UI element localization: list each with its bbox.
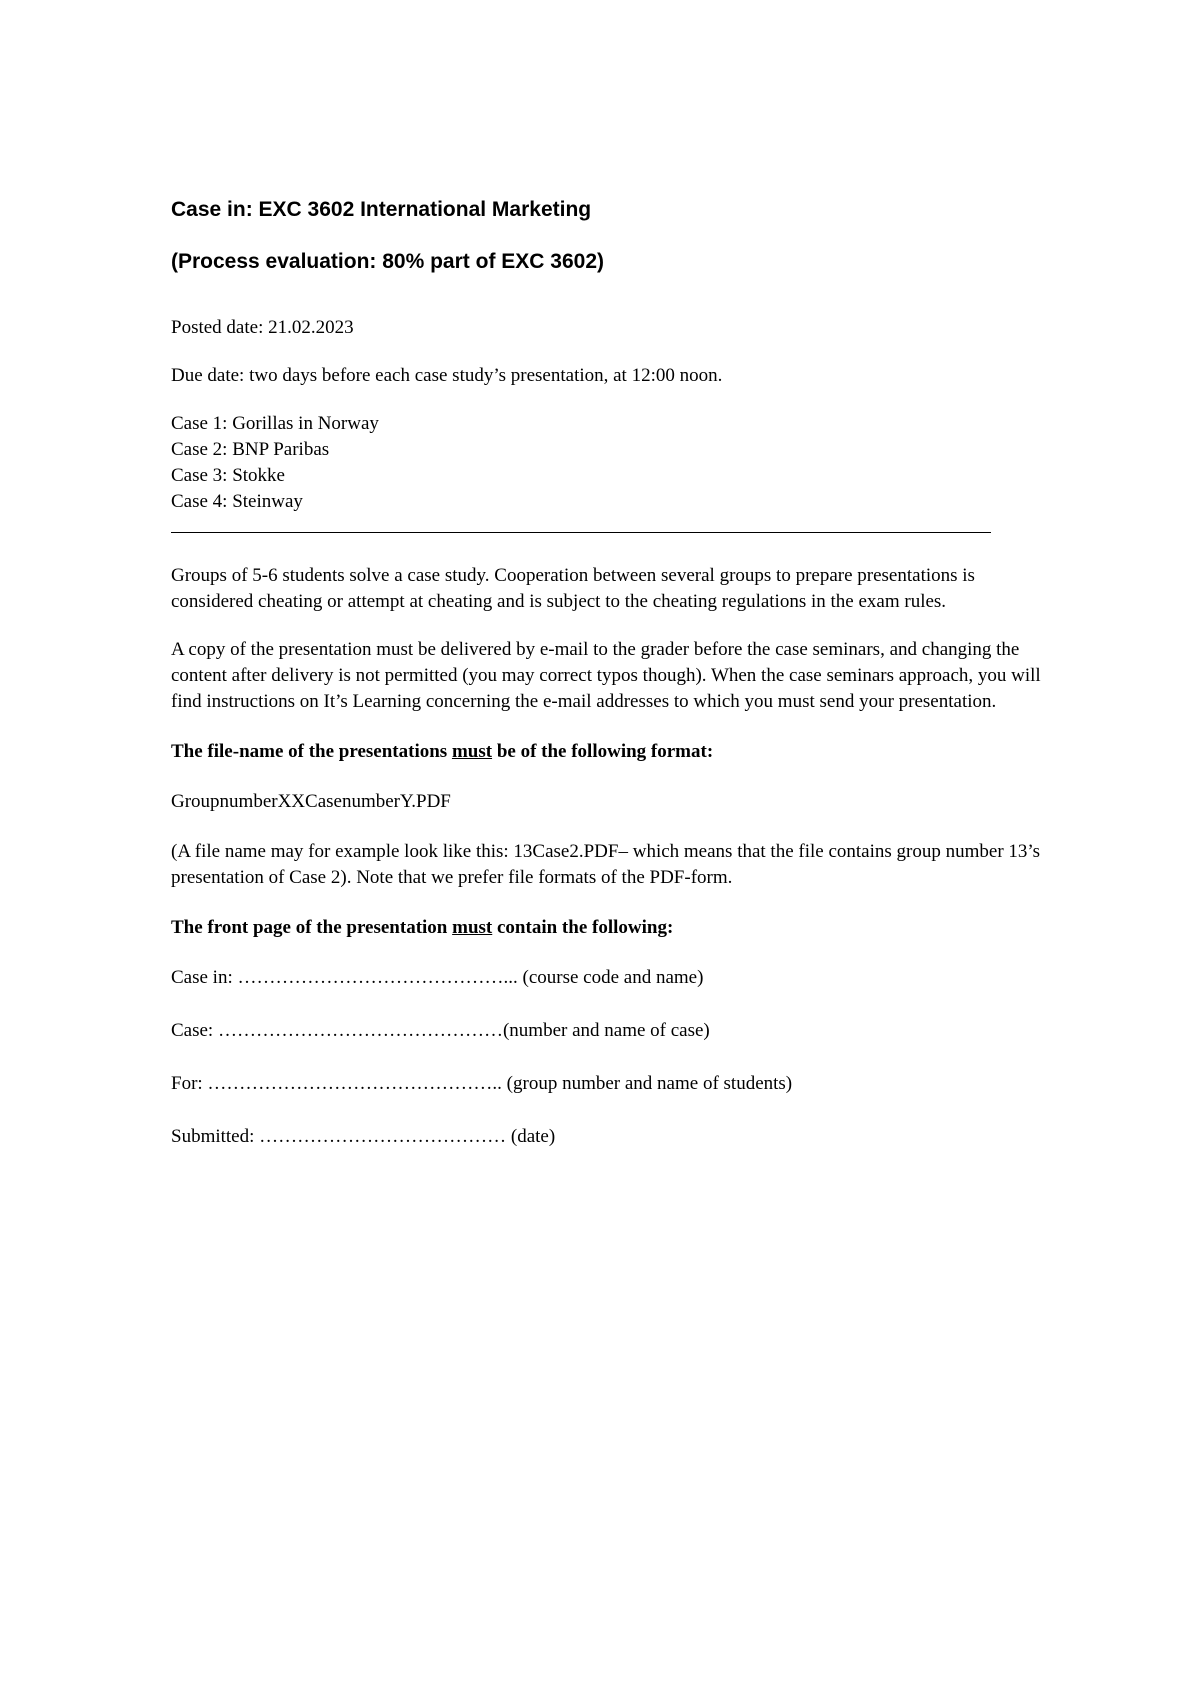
front-page-field-for: For: ……………………………………….. (group number and name of students) [171, 1073, 793, 1094]
front-page-field-case-in: Case in: ……………………………………... (course code and name) [171, 967, 704, 988]
delivery-paragraph: A copy of the presentation must be delivered by e-mail to the grader before the case seminars, and changing the content after delivery is not permitted (you may correct typos though). When the case seminars approach, you will find instructions on It’s Learning concerning the e-mail addresses to which you must send your presentation. [171, 639, 1041, 712]
filename-heading-after: be of the following format: [492, 741, 714, 762]
case-item: Case 3: Stokke [171, 465, 285, 486]
front-page-field-submitted: Submitted: ………………………………… (date) [171, 1126, 556, 1147]
front-page-heading-emphasis: must [452, 917, 493, 938]
posted-date: Posted date: 21.02.2023 [171, 317, 354, 338]
case-item: Case 2: BNP Paribas [171, 439, 330, 460]
filename-heading [171, 739, 1051, 765]
filename-heading-emphasis: must [451, 741, 493, 762]
groups-paragraph: Groups of 5-6 students solve a case study. Cooperation between several groups to prepare presentations is considered cheating or attempt at cheating and is subject to the cheating regulations in the exam rules. [171, 565, 975, 612]
front-page-heading-after: contain the following: [492, 917, 674, 938]
document-subtitle: (Process evaluation: 80% part of EXC 3602) [171, 250, 604, 273]
filename-example: (A file name may for example look like this: 13Case2.PDF– which means that the file contains group number 13’s presentation of Case 2). Note that we prefer file formats of the PDF-form. [171, 841, 1041, 888]
front-page-heading-before: The front page of the presentation [171, 917, 453, 938]
document-content [171, 196, 1051, 1150]
case-list [171, 411, 1051, 515]
front-page-heading [171, 915, 1051, 941]
case-item: Case 4: Steinway [171, 491, 303, 512]
document-title: Case in: EXC 3602 International Marketing [171, 198, 592, 221]
case-item: Case 1: Gorillas in Norway [171, 413, 379, 434]
filename-heading-before: The file-name of the presentations [171, 741, 452, 762]
front-page-field-case: Case: ………………………………………(number and name of case) [171, 1020, 710, 1041]
horizontal-divider [171, 532, 991, 533]
due-date: Due date: two days before each case study’s presentation, at 12:00 noon. [171, 365, 723, 386]
filename-format: GroupnumberXXCasenumberY.PDF [171, 791, 451, 812]
